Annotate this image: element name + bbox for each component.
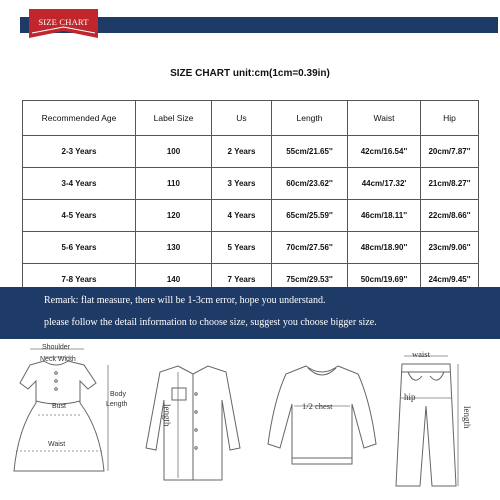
pants-length-label: length	[462, 406, 472, 429]
column-header: Hip	[421, 101, 479, 136]
table-cell: 3 Years	[212, 168, 272, 200]
size-chart-badge	[29, 9, 98, 38]
table-row	[23, 200, 479, 232]
table-cell: 70cm/27.56''	[272, 232, 348, 264]
pants-diagram	[386, 346, 496, 494]
pants-icon	[386, 346, 496, 494]
table-row	[23, 136, 479, 168]
table-cell: 4 Years	[212, 200, 272, 232]
table-cell: 65cm/25.59''	[272, 200, 348, 232]
table-cell: 60cm/23.62''	[272, 168, 348, 200]
table-cell: 120	[136, 200, 212, 232]
page-title: SIZE CHART unit:cm(1cm=0.39in)	[170, 68, 330, 79]
body-label: Body	[110, 391, 126, 398]
column-header: Us	[212, 101, 272, 136]
table-cell: 21cm/8.27''	[421, 168, 479, 200]
bust-label: Bust	[52, 403, 67, 410]
table-cell: 24cm/9.45''	[421, 264, 479, 296]
badge-label: SIZE CHART	[38, 17, 89, 27]
table-cell: 50cm/19.69''	[348, 264, 421, 296]
table-row	[23, 168, 479, 200]
hip-label: hip	[404, 392, 416, 402]
size-table	[22, 100, 479, 296]
table-cell: 100	[136, 136, 212, 168]
table-cell: 23cm/9.06''	[421, 232, 479, 264]
column-header: Label Size	[136, 101, 212, 136]
dress-icon	[0, 343, 130, 493]
table-cell: 7-8 Years	[23, 264, 136, 296]
shirt-icon	[138, 360, 248, 490]
sweater-diagram	[266, 360, 378, 480]
shirt-diagram	[138, 360, 248, 490]
table-cell: 4-5 Years	[23, 200, 136, 232]
pants-waist-label: waist	[412, 349, 430, 359]
table-cell: 48cm/18.90''	[348, 232, 421, 264]
table-cell: 22cm/8.66''	[421, 200, 479, 232]
table-cell: 42cm/16.54''	[348, 136, 421, 168]
table-cell: 55cm/21.65''	[272, 136, 348, 168]
table-cell: 44cm/17.32'	[348, 168, 421, 200]
table-cell: 7 Years	[212, 264, 272, 296]
table-row	[23, 232, 479, 264]
sweater-icon	[266, 360, 378, 480]
table-cell: 2 Years	[212, 136, 272, 168]
table-header-row	[23, 101, 479, 136]
remark-line-2: please follow the detail information to choose size, suggest you choose bigger size.	[44, 317, 377, 328]
table-cell: 20cm/7.87''	[421, 136, 479, 168]
table-cell: 3-4 Years	[23, 168, 136, 200]
table-cell: 75cm/29.53''	[272, 264, 348, 296]
neck-width-label: Neck Width	[40, 356, 76, 363]
length-label: Length	[106, 401, 128, 408]
table-cell: 2-3 Years	[23, 136, 136, 168]
chest-label: 1/2 chest	[302, 401, 333, 411]
column-header: Length	[272, 101, 348, 136]
waist-label: Waist	[48, 441, 66, 448]
remark-line-1: Remark: flat measure, there will be 1-3cm error, hope you understand.	[44, 295, 326, 306]
table-cell: 140	[136, 264, 212, 296]
column-header: Waist	[348, 101, 421, 136]
table-cell: 5 Years	[212, 232, 272, 264]
shirt-length-label: length	[162, 404, 172, 427]
shoulder-label: Shoulder	[42, 344, 71, 351]
table-cell: 130	[136, 232, 212, 264]
table-cell: 110	[136, 168, 212, 200]
table-cell: 46cm/18.11''	[348, 200, 421, 232]
column-header: Recommended Age	[23, 101, 136, 136]
dress-diagram	[0, 343, 130, 493]
ribbon-icon	[29, 9, 98, 45]
table-cell: 5-6 Years	[23, 232, 136, 264]
